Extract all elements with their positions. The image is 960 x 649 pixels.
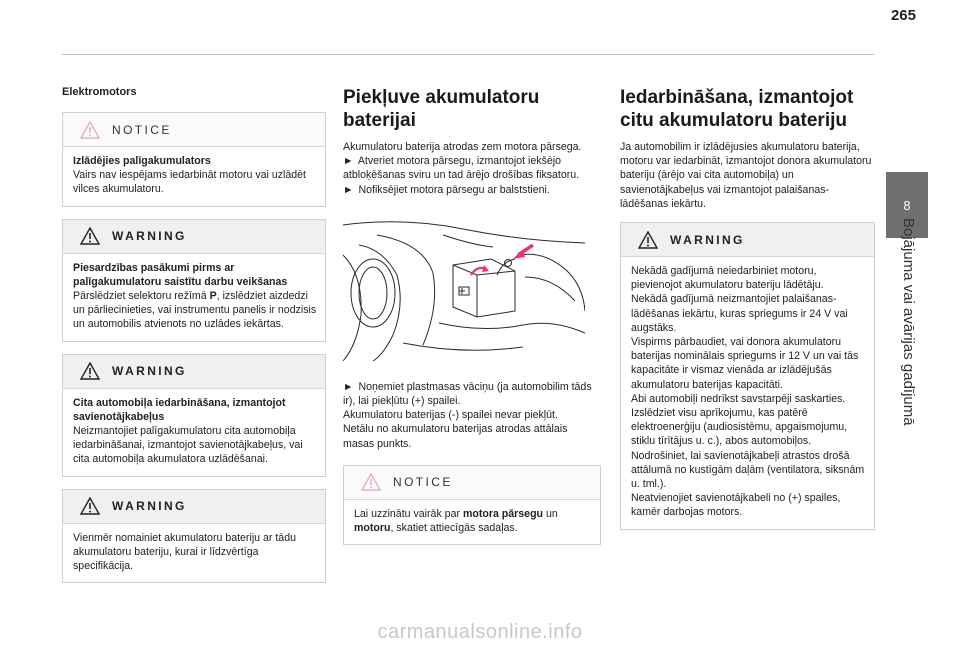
notice-icon	[80, 121, 100, 139]
battery-illustration	[343, 215, 585, 361]
warning-label: WARNING	[112, 499, 187, 514]
warning-label: WARNING	[112, 364, 187, 379]
link-engine: motoru	[354, 522, 391, 535]
chapter-title-text: Bojājuma vai avārijas gadījumā	[900, 218, 917, 426]
chapter-number: 8	[903, 197, 911, 213]
warning-icon	[80, 362, 100, 380]
warning-text: Nekādā gadījumā neizmantojiet palaišanas-lādēšanas iekārtu, kuras spriegums ir 24 V vai augstāks.	[631, 293, 848, 334]
page-number: 265	[890, 7, 916, 24]
warning-box-jump-start	[62, 354, 326, 477]
warning-box-precautions	[62, 219, 326, 342]
battery-terminal-text	[343, 380, 601, 451]
warning-icon	[638, 231, 658, 249]
warning-header	[621, 223, 874, 257]
warning-text: Vispirms pārbaudiet, vai donora akumulatoru baterijas nominālais spriegums ir 12 V un vai tās kapacitāte ir vismaz vienāda ar izlādējušās akumulatoru baterijas kapacitāti.	[631, 336, 859, 391]
warning-body	[621, 257, 874, 529]
header-rule	[62, 54, 874, 55]
notice-body	[63, 147, 325, 206]
chapter-title	[895, 218, 923, 618]
intro-text: Akumulatoru baterija atrodas zem motora pārsega.	[343, 141, 582, 153]
warning-header	[63, 355, 325, 389]
notice-body: Lai uzzinātu vairāk par motora pārsegu un motoru, skatiet attiecīgās sadaļas.	[354, 507, 558, 535]
warning-title: Piesardzības pasākumi pirms ar palīgakumulatoru saistītu darbu veikšanas	[73, 261, 288, 288]
warning-box-replace	[62, 489, 326, 584]
warning-header	[63, 220, 325, 254]
notice-header	[344, 466, 600, 500]
notice-box	[62, 112, 326, 207]
battery-access-text	[343, 140, 601, 197]
notice-header	[63, 113, 325, 147]
warning-body	[63, 389, 325, 476]
warning-body	[63, 524, 325, 583]
warning-text: Abi automobiļi nedrīkst savstarpēji saskarties.	[631, 392, 846, 405]
watermark: carmanualsonline.info	[377, 621, 583, 643]
arrow-icon: ►	[343, 183, 354, 196]
section-heading-jump-start: Iedarbināšana, izmantojot citu akumulatoru bateriju	[620, 87, 854, 131]
notice-title: Izlādējies palīgakumulators	[73, 155, 211, 167]
warning-text: Vienmēr nomainiet akumulatoru bateriju ar tādu akumulatoru bateriju, kurai ir līdzvērtīga specifikācija.	[73, 531, 296, 573]
notice-icon	[361, 473, 381, 491]
step-open-hood: ► Atveriet motora pārsegu, izmantojot iekšējo atbloķēšanas sviru un tad ārējo drošības fiksatoru.	[343, 155, 580, 182]
notice-label: NOTICE	[112, 122, 172, 137]
warning-icon	[80, 227, 100, 245]
warning-icon	[80, 497, 100, 515]
warning-title: Cita automobiļa iedarbināšana, izmantojot savienotājkabeļus	[73, 396, 286, 423]
section-heading-battery-access: Piekļuve akumulatoru baterijai	[343, 87, 540, 131]
step-remove-cover: ► Noņemiet plastmasas vāciņu (ja automobilim tāds ir), lai piekļūtu (+) spailei.	[343, 380, 592, 408]
section-heading-electromotor: Elektromotors	[62, 86, 137, 98]
notice-text: Vairs nav iespējams iedarbināt motoru vai uzlādēt vilces akumulatoru.	[73, 169, 306, 196]
jump-start-intro: Ja automobilim ir izlādējusies akumulatoru baterija, motoru var iedarbināt, izmantojot donora akumulatoru bateriju (ārējo vai cita automobiļa) un savienotājkabeļus vai izmantojot palaišanas-lādēšanas iekārtu.	[620, 141, 872, 210]
column-2	[343, 86, 601, 557]
arrow-icon: ►	[343, 155, 354, 168]
ground-point-note: Netālu no akumulatoru baterijas atrodas attālais masas punkts.	[343, 423, 568, 450]
negative-terminal-note: Akumulatoru baterijas (-) spailei nevar piekļūt.	[343, 409, 558, 422]
warning-text: Nodrošiniet, lai savienotājkabeļi atrastos drošā attālumā no kustīgām daļām (ventilatora, siksnām u. tml.).	[631, 449, 865, 491]
arrow-icon: ►	[343, 380, 354, 393]
column-3	[620, 86, 875, 542]
warning-text: Nekādā gadījumā neiedarbiniet motoru, pievienojot akumulatoru bateriju lādētāju.	[631, 265, 824, 292]
warning-body	[63, 254, 325, 341]
notice-label: NOTICE	[393, 475, 453, 490]
warning-text: Pārslēdziet selektoru režīmā P, izslēdziet aizdedzi un pārliecinieties, vai instrumentu panelis ir nodzisis un automobilis atvienots no uzlādes iekārtas.	[73, 290, 317, 331]
warning-label: WARNING	[670, 232, 745, 247]
warning-text: Izslēdziet visu aprīkojumu, kas patērē elektroenerģiju (audiosistēmu, apgaismojumu, stiklu tīrītājus u. c.), abos automobiļos.	[631, 407, 848, 448]
notice-box-hood	[343, 465, 601, 545]
link-hood: motora pārsegu	[462, 507, 544, 520]
warning-header	[63, 490, 325, 524]
warning-text: Neatvienojiet savienotājkabeli no (+) spailes, kamēr darbojas motors.	[631, 492, 841, 519]
warning-text: Neizmantojiet palīgakumulatoru cita automobiļa iedarbināšanai, izmantojot savienotājkabeļus, vai cita automobiļa akumulatora uzlādēšanai.	[73, 425, 303, 466]
step-prop-rod: ► Nofiksējiet motora pārsegu ar balststieni.	[343, 183, 550, 196]
column-1	[62, 86, 326, 595]
warning-box-jump-start-rules	[620, 222, 875, 530]
warning-label: WARNING	[112, 229, 187, 244]
